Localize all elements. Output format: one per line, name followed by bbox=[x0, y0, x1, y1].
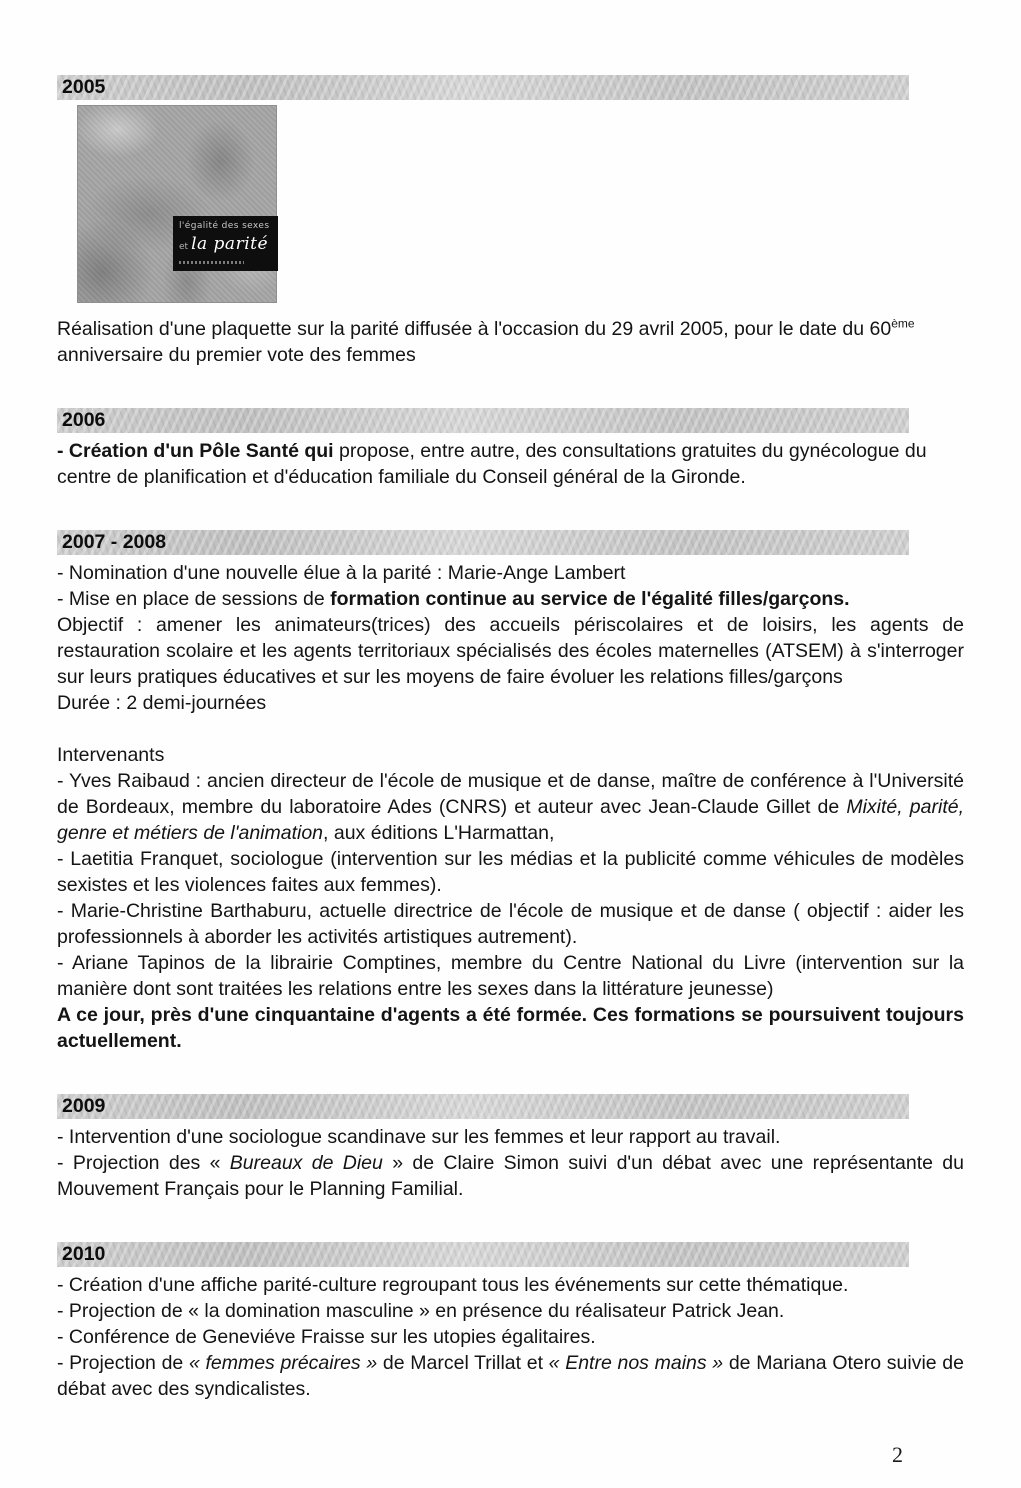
paragraph-sociologue-scandinave: - Intervention d'une sociologue scandinave sur les femmes et leur rapport au travail. bbox=[57, 1126, 781, 1148]
year-label: 2010 bbox=[62, 1243, 106, 1265]
text-run: propose, entre autre, des consultations gratuites du gynécologue du centre de planification et d'éducation familiale du Conseil général de la Gironde. bbox=[57, 440, 927, 488]
paragraph-ariane-tapinos: - Ariane Tapinos de la librairie Comptines, membre du Centre National du Livre (intervention sur la manière dont sont traitées les relations entre les sexes dans la littérature jeunesse) bbox=[57, 952, 964, 1000]
paragraph-bureaux-de-dieu bbox=[57, 1150, 964, 1202]
paragraph-conference-fraisse: - Conférence de Geneviéve Fraisse sur les utopies égalitaires. bbox=[57, 1326, 596, 1348]
cover-subtitle-decoration bbox=[179, 261, 244, 264]
paragraph-objectif: Objectif : amener les animateurs(trices) des accueils périscolaires et de loisirs, les agents de restauration scolaire et les agents territoriaux spécialisés des écoles maternelles (ATSEM) à s'interroger sur leurs pratiques éducatives et sur les moyens de faire évoluer les relations filles/garçons bbox=[57, 614, 964, 688]
paragraph-affiche-parite-culture: - Création d'une affiche parité-culture regroupant tous les événements sur cette thématique. bbox=[57, 1274, 849, 1296]
cover-title-line1: l'égalité des sexes bbox=[179, 221, 270, 231]
caption-2005 bbox=[57, 316, 964, 368]
text-run: de Mariana Otero suivie de débat avec des syndicalistes. bbox=[57, 1352, 964, 1400]
year-header-2006 bbox=[57, 408, 909, 433]
cover-title-box bbox=[173, 216, 278, 271]
cover-title-line2 bbox=[179, 233, 272, 257]
text-run: - Projection de bbox=[57, 1352, 189, 1374]
paragraph-nomination: - Nomination d'une nouvelle élue à la parité : Marie-Ange Lambert bbox=[57, 562, 626, 584]
section-2006 bbox=[57, 408, 964, 490]
text-run-italic: Mixité, parité, genre et métiers de l'animation bbox=[57, 796, 965, 844]
paragraph-domination-masculine: - Projection de « la domination masculine » en présence du réalisateur Patrick Jean. bbox=[57, 1300, 785, 1322]
year-label: 2005 bbox=[62, 76, 106, 98]
year-header-2009 bbox=[57, 1094, 909, 1119]
text-run-italic: « Entre nos mains » bbox=[548, 1352, 724, 1374]
page-number: 2 bbox=[892, 1442, 903, 1467]
text-run: anniversaire du premier vote des femmes bbox=[57, 344, 416, 366]
cover-main-title: la parité bbox=[191, 234, 269, 254]
text-run-bold: formation continue au service de l'égalité filles/garçons. bbox=[330, 588, 850, 610]
plaquette-cover-image bbox=[77, 105, 277, 303]
text-run-italic: Bureaux de Dieu bbox=[229, 1152, 383, 1174]
paragraph-duree: Durée : 2 demi-journées bbox=[57, 692, 267, 714]
section-2007-2008 bbox=[57, 530, 964, 1054]
year-label: 2009 bbox=[62, 1095, 106, 1117]
text-run-italic: « femmes précaires » bbox=[188, 1352, 378, 1374]
text-run-bold: - Création d'un Pôle Santé qui bbox=[57, 440, 334, 462]
text-run: - Yves Raibaud : ancien directeur de l'école de musique et de danse, maître de conférence à l'Université de Bordeaux, membre du laboratoire Ades (CNRS) et auteur avec Jean-Claude Gillet de bbox=[57, 770, 964, 818]
year-label: 2007 - 2008 bbox=[62, 531, 167, 553]
paragraph-bilan-formations: A ce jour, près d'une cinquantaine d'agents a été formée. Ces formations se poursuivent toujours actuellement. bbox=[57, 1004, 964, 1052]
text-run: de Marcel Trillat et bbox=[377, 1352, 549, 1374]
text-run: , aux éditions L'Harmattan, bbox=[323, 822, 555, 844]
paragraph-formation bbox=[57, 586, 964, 612]
text-run: » de Claire Simon suivi d'un débat avec une représentante du Mouvement Français pour le Planning Familial. bbox=[57, 1152, 964, 1200]
paragraph-intervenants-title: Intervenants bbox=[57, 744, 165, 766]
paragraph-femmes-precaires bbox=[57, 1350, 964, 1402]
text-run: - Mise en place de sessions de bbox=[57, 588, 331, 610]
text-run: - Projection des « bbox=[57, 1152, 230, 1174]
section-2005 bbox=[57, 75, 964, 368]
year-header-2007-2008 bbox=[57, 530, 909, 555]
section-2010 bbox=[57, 1242, 964, 1402]
year-header-2010 bbox=[57, 1242, 909, 1267]
superscript-eme: ème bbox=[891, 316, 915, 331]
cover-et-word: et bbox=[179, 242, 189, 252]
section-2009 bbox=[57, 1094, 964, 1202]
text-run: Réalisation d'une plaquette sur la parité diffusée à l'occasion du 29 avril 2005, pour le date du 60 bbox=[57, 318, 892, 340]
paragraph-laetitia-franquet: - Laetitia Franquet, sociologue (intervention sur les médias et la publicité comme véhicules de modèles sexistes et les violences faites aux femmes). bbox=[57, 848, 964, 896]
year-label: 2006 bbox=[62, 409, 106, 431]
year-header-2005 bbox=[57, 75, 909, 100]
paragraph-yves-raibaud bbox=[57, 768, 964, 846]
paragraph-marie-christine-barthaburu: - Marie-Christine Barthaburu, actuelle directrice de l'école de musique et de danse ( objectif : aider les professionnels à aborder les activités artistiques autrement). bbox=[57, 900, 964, 948]
paragraph-pole-sante bbox=[57, 438, 964, 490]
